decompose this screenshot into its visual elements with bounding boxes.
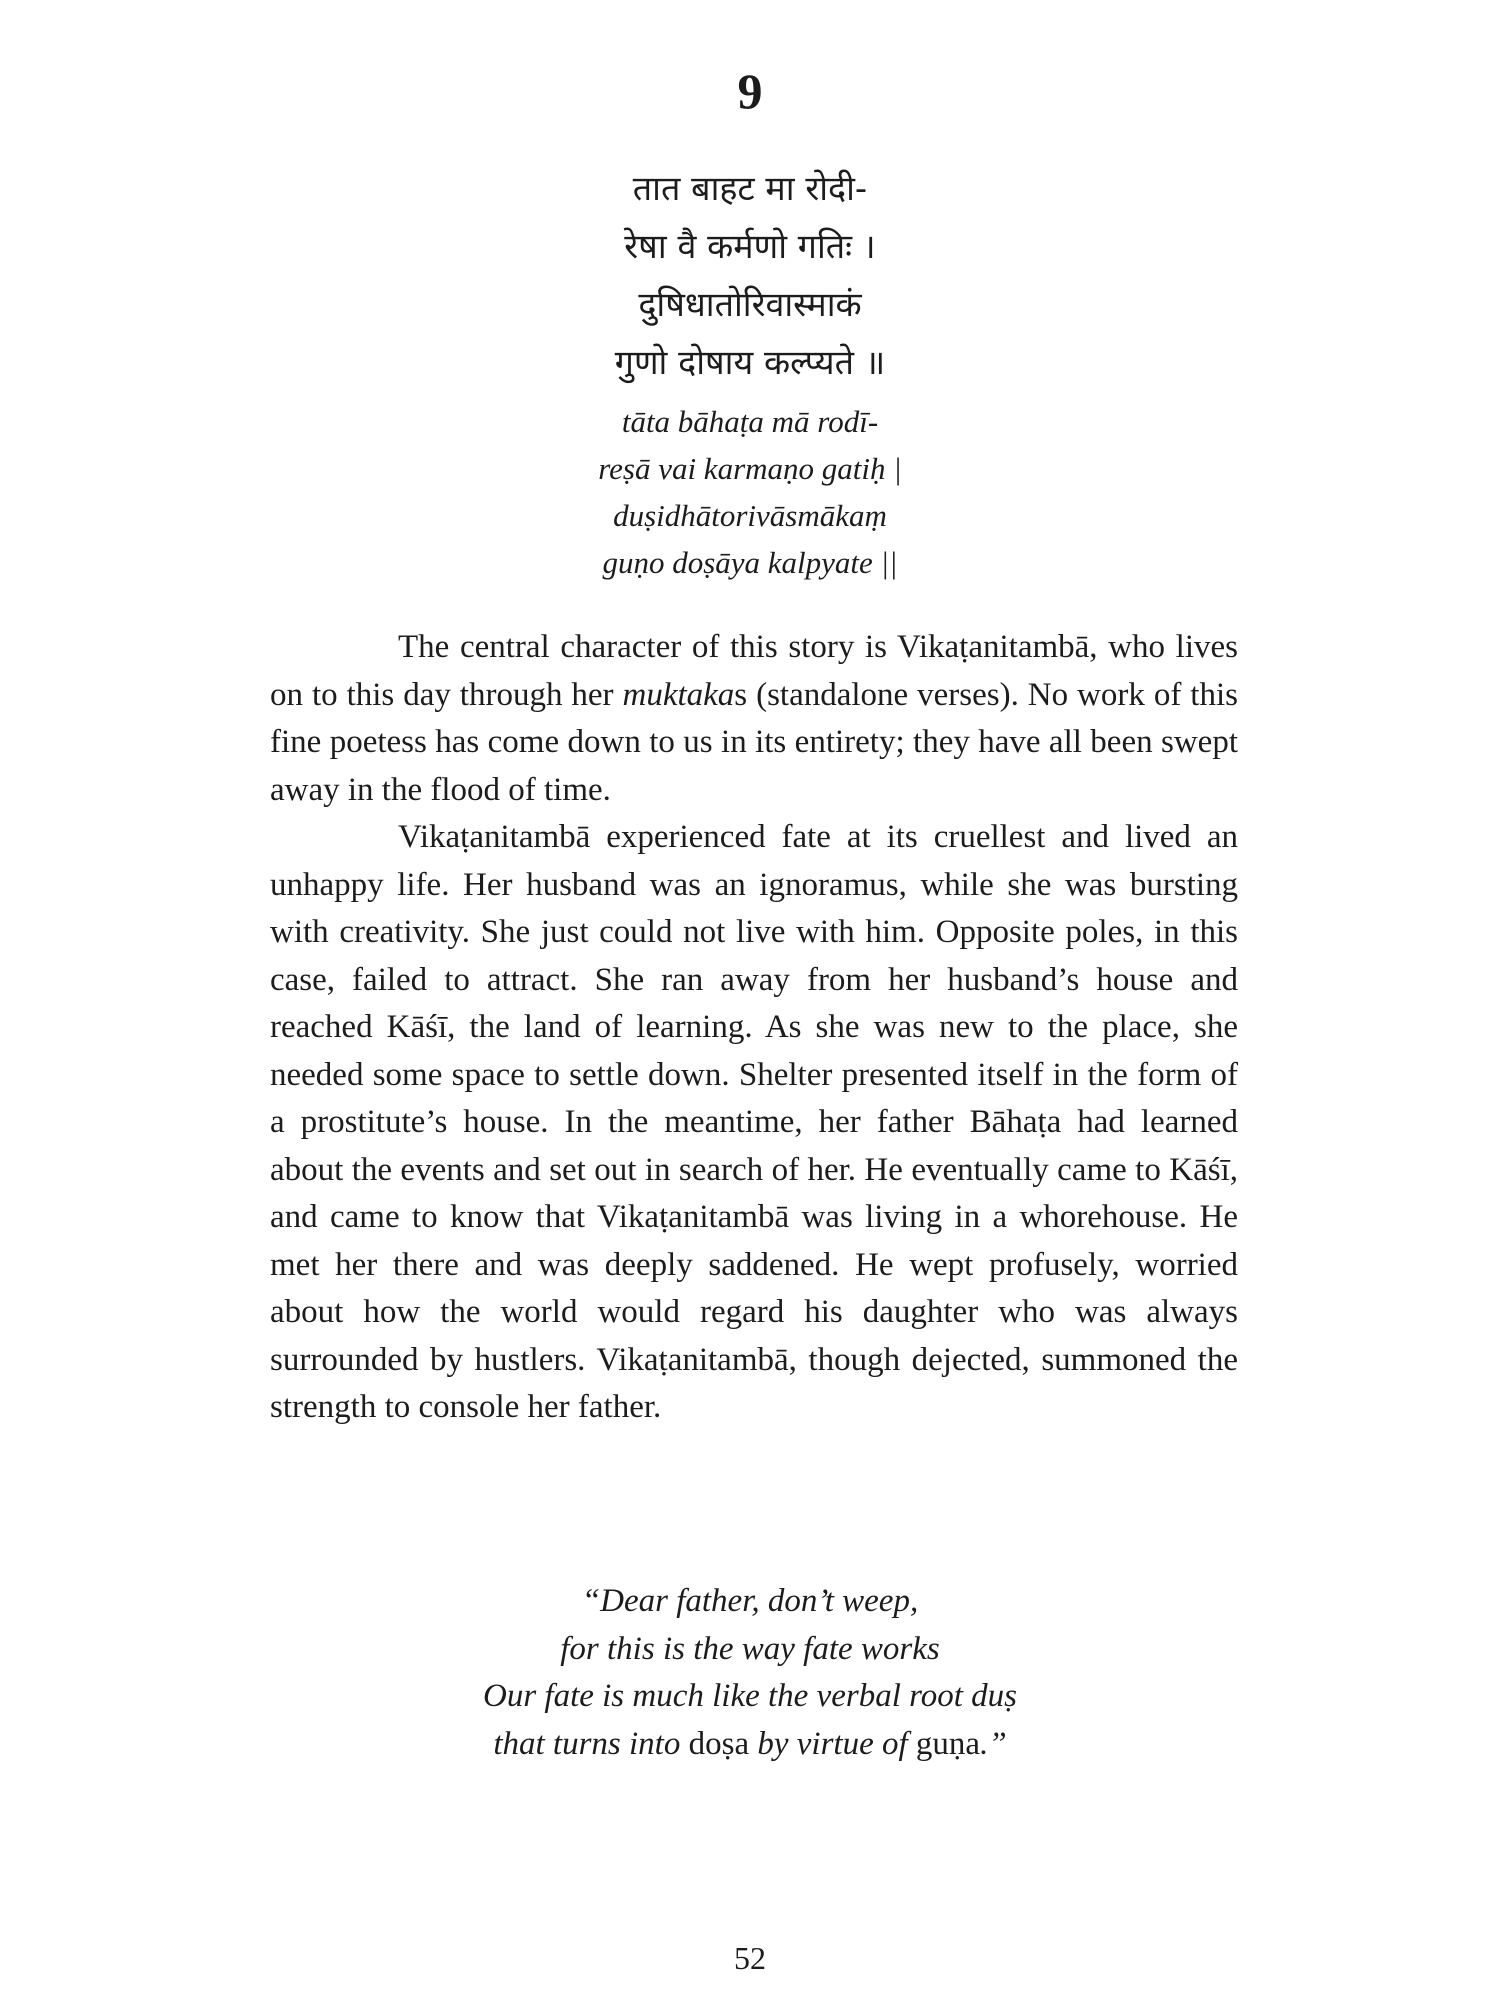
sanskrit-line: रेषा वै कर्मणो गतिः ।	[624, 227, 876, 267]
paragraph-2: Vikaṭanitambā experienced fate at its cruellest and lived an unhappy life. Her husband was an ignoramus, while she was bursting with creativity. She just could not live with him. Opposite poles, in this case, failed to attract. She ran away from her husband’s house and reached Kāśī, the land of learning. As she was new to the place, she needed some space to settle down. Shelter presented itself in the form of a prostitute’s house. In the meantime, her father Bāhaṭa had learned about the events and set out in search of her. He eventually came to Kāśī, and came to know that Vikaṭanitambā was living in a whorehouse. He met her there and was deeply saddened. He wept profusely, worried about how the world would regard his daughter who was always surrounded by hustlers. Vikaṭanitambā, though dejected, summoned the strength to console her father.	[270, 819, 1238, 1425]
english-verse-fragment: by virtue of	[749, 1725, 916, 1762]
chapter-number: 9	[737, 63, 763, 119]
sanskrit-line: दुषिधातोरिवास्माकं	[638, 285, 862, 325]
sanskrit-verse	[0, 160, 1500, 392]
sanskrit-line: गुणो दोषाय कल्प्यते ॥	[614, 343, 886, 383]
transliterated-verse	[0, 398, 1500, 586]
english-verse-translation	[0, 1578, 1500, 1768]
english-verse-line: Our fate is much like the verbal root duṣ	[482, 1678, 1018, 1714]
english-verse-line: “Dear father, don’t weep,	[581, 1583, 919, 1619]
english-verse-line: for this is the way fate works	[560, 1630, 940, 1667]
transliteration-line: tāta bāhaṭa mā rodī-	[621, 404, 879, 439]
paragraph-1-text-end: s (standalone verses). No work of this fine poetess has come down to us in its entirety; they have all been swept away in the flood of time.	[270, 676, 1238, 808]
guna-term: guṇa	[915, 1725, 981, 1762]
transliteration-line: guṇo doṣāya kalpyate ||	[602, 545, 898, 580]
sanskrit-line: तात बाहट मा रोदी-	[632, 169, 868, 209]
muktaka-term: muktaka	[622, 676, 735, 713]
paragraph-1	[270, 624, 1238, 814]
body-text	[270, 624, 1238, 1432]
english-verse-line	[0, 1721, 1500, 1769]
english-verse-fragment: that turns into	[493, 1725, 689, 1762]
dosa-term: doṣa	[688, 1725, 750, 1762]
english-verse-fragment: .”	[980, 1725, 1007, 1762]
transliteration-line: reṣā vai karmaṇo gatiḥ |	[598, 451, 902, 486]
paragraph-1-text-start: The central character of this story is Vikaṭanitambā, who lives on to this day through her	[270, 629, 1238, 713]
page-number: 52	[734, 1940, 766, 1976]
transliteration-line: duṣidhātorivāsmākaṃ	[613, 498, 887, 533]
